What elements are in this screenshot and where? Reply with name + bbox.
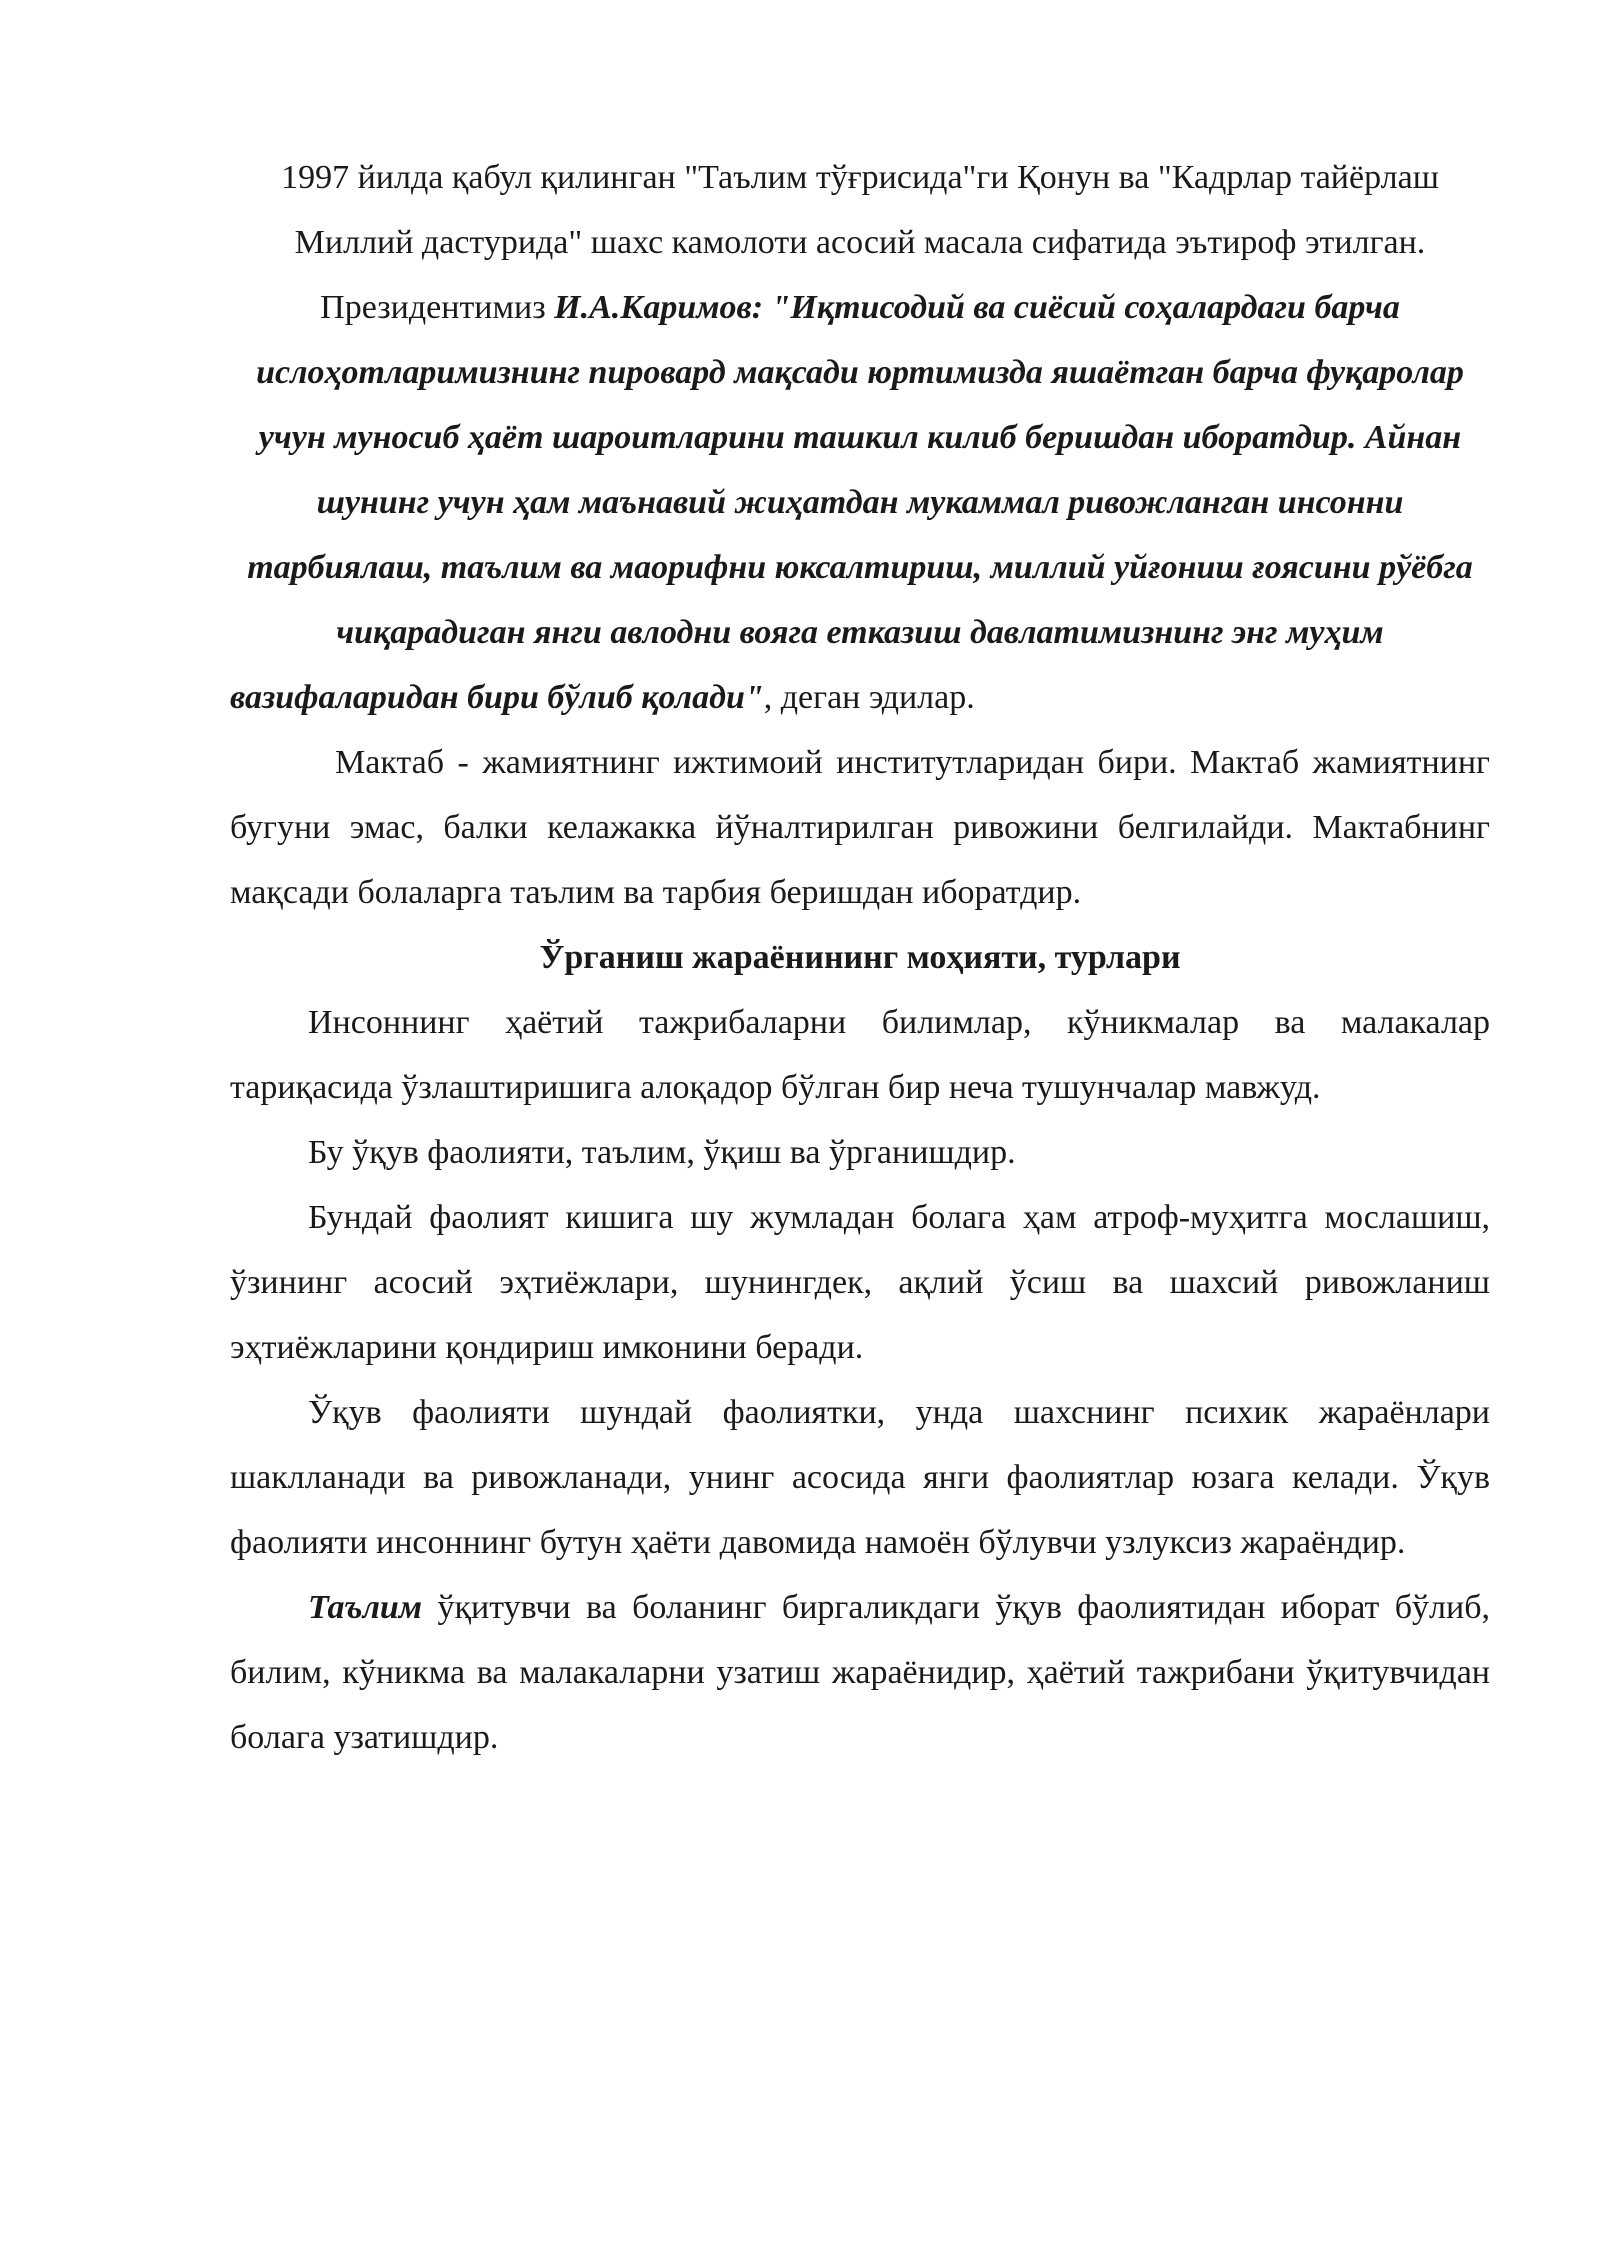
term-definition: ўқитувчи ва боланинг биргаликдаги ўқув фаолиятидан иборат бўлиб, билим, кўникма ва малакаларни узатиш жараёнидир, ҳаётий тажрибани ўқитувчидан болага узатишдир.: [230, 1589, 1490, 1756]
intro-text-end: , деган эдилар.: [763, 679, 975, 716]
body-paragraph-5: [230, 1575, 1490, 1770]
body-paragraph-1: Инсоннинг ҳаётий тажрибаларни билимлар, кўникмалар ва малакалар тариқасида ўзлаштиришига алоқадор бўлган бир неча тушунчалар мавжуд.: [230, 1004, 1490, 1106]
president-quote: И.А.Каримов: "Иқтисодий ва сиёсий соҳалардаги барча ислоҳотларимизнинг пировард мақсади юртимизда яшаётган барча фуқаролар учун муносиб ҳаёт шароитларини ташкил килиб беришдан иборатдир. Айнан шунинг учун ҳам маънавий жиҳатдан мукаммал ривожланган инсонни тарбиялаш, таълим ва маорифни юксалтириш, миллий уйғониш ғоясини рўёбга чиқарадиган янги авлодни вояга етказиш давлатимизнинг энг муҳим вазифаларидан бири бўлиб қолади": [230, 289, 1473, 716]
intro-text-start: 1997 йилда қабул қилинган "Таълим тўғрисида"ги Қонун ва "Кадрлар тайёрлаш Миллий дастурида" шахс камолоти асосий масала сифатида эътироф этилган. Президентимиз: [281, 159, 1439, 326]
school-paragraph: Мактаб - жамиятнинг ижтимоий институтларидан бири. Мактаб жамиятнинг бугуни эмас, балки келажакка йўналтирилган ривожини белгилайди. Мактабнинг мақсади болаларга таълим ва тарбия беришдан иборатдир.: [230, 744, 1490, 911]
document-page: [230, 145, 1490, 1770]
term-talim: Таълим: [308, 1589, 423, 1626]
body-paragraph-3: Бундай фаолият кишига шу жумладан болага ҳам атроф-муҳитга мослашиш, ўзининг асосий эҳтиёжлари, шунингдек, ақлий ўсиш ва шахсий ривожланиш эҳтиёжларини қондириш имконини беради.: [230, 1199, 1490, 1366]
section-heading: Ўрганиш жараёнининг моҳияти, турлари: [539, 939, 1181, 976]
body-paragraph-2: Бу ўқув фаолияти, таълим, ўқиш ва ўрганишдир.: [308, 1134, 1016, 1171]
intro-paragraph: [230, 145, 1490, 730]
body-paragraph-4: Ўқув фаолияти шундай фаолиятки, унда шахснинг психик жараёнлари шаклланади ва ривожланади, унинг асосида янги фаолиятлар юзага келади. Ўқув фаолияти инсоннинг бутун ҳаёти давомида намоён бўлувчи узлуксиз жараёндир.: [230, 1394, 1490, 1561]
